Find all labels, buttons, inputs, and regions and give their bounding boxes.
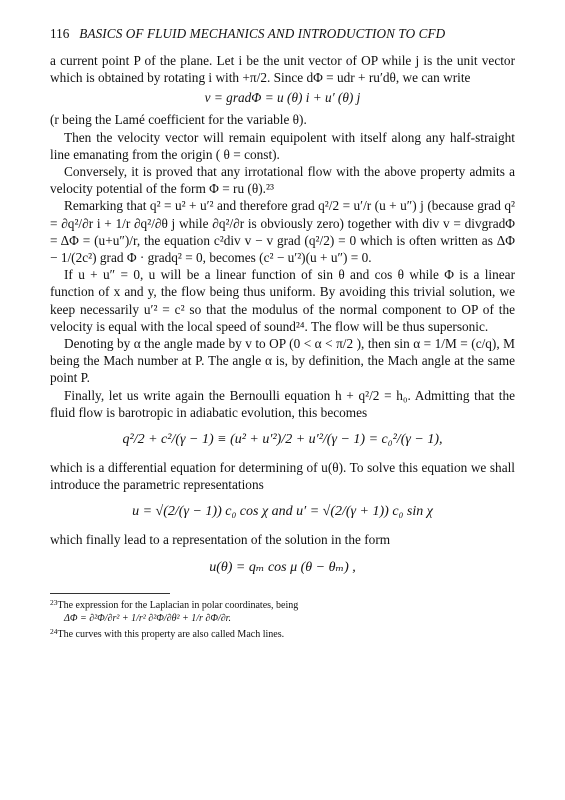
paragraph-4: Conversely, it is proved that any irrotational flow with the above property admits a velocity potential of the form Φ = ru (θ).²³ — [50, 164, 515, 197]
footnote-24 — [50, 625, 515, 641]
document-page — [50, 26, 515, 641]
paragraph-3: Then the velocity vector will remain equipolent with itself along any half-straight line emanating from the origin ( θ = const). — [50, 129, 515, 162]
paragraph-10: which finally lead to a representation of the solution in the form — [50, 532, 391, 548]
footnote-23-mark: 23 — [50, 597, 58, 607]
paragraph-5: Remarking that q² = u² + u′² and therefore grad q²/2 = u′/r (u + u″) j (because grad q² = ∂q²/∂r i + 1/r ∂q²/∂θ j while ∂q²/∂r is obviously zero) together with div v = divgradΦ = ΔΦ = (u+u″)/r, the equation c²div v − v grad (q²/2) = 0 which is often written as ΔΦ − 1/(2c²) grad Φ · gradq² = 0, becomes (c² − u′²)(u + u″) = 0. — [50, 198, 515, 266]
paragraph-6: If u + u″ = 0, u will be a linear function of sin θ and cos θ while Φ is a linear function of x and y, the flow being thus uniform. By avoiding this trivial solution, we keep necessarily u′² = c² so that the modulus of the normal component to OP of the velocity is equal with the local speed of sound²⁴. The flow will be thus supersonic. — [50, 267, 515, 334]
page-header — [50, 26, 515, 42]
running-title: BASICS OF FLUID MECHANICS AND INTRODUCTION TO CFD — [79, 26, 446, 41]
page-number: 116 — [50, 26, 70, 41]
paragraph-1: a current point P of the plane. Let i be the unit vector of OP while j is the unit vector which is obtained by rotating i with +π/2. Since dΦ = udr + ru′dθ, we can write — [50, 53, 515, 86]
footnote-24-mark: 24 — [50, 626, 58, 636]
equation-velocity: v = gradΦ = u (θ) i + u′ (θ) j — [204, 90, 361, 106]
footnote-23-formula: ΔΦ = ∂²Φ/∂r² + 1/r² ∂²Φ/∂θ² + 1/r ∂Φ/∂r. — [64, 612, 231, 624]
footnote-23 — [50, 596, 515, 625]
footnote-24-text: The curves with this property are also called Mach lines. — [57, 628, 285, 640]
paragraph-9: which is a differential equation for determining of u(θ). To solve this equation we shall introduce the parametric representations — [50, 460, 515, 493]
footnote-23-text: The expression for the Laplacian in polar coordinates, being — [57, 599, 299, 611]
equation-solution: u(θ) = qₘ cos μ (θ − θₘ) , — [209, 559, 356, 575]
paragraph-8: Finally, let us write again the Bernoulli equation h + q²/2 = h₀. Admitting that the fluid flow is barotropic in adiabatic evolution, this becomes — [50, 387, 515, 420]
equation-bernoulli: q²/2 + c²/(γ − 1) ≡ (u² + u′²)/2 + u′²/(γ − 1) = c₀²/(γ − 1), — [122, 432, 443, 448]
equation-parametric: u = √(2/(γ − 1)) c₀ cos χ and u′ = √(2/(γ + 1)) c₀ sin χ — [132, 504, 433, 520]
paragraph-7: Denoting by α the angle made by v to OP (0 < α < π/2 ), then sin α = 1/M = (c/q), M being the Mach number at P. The angle α is, by definition, the Mach angle at the same point P. — [50, 336, 515, 386]
footnote-divider — [50, 593, 170, 594]
paragraph-2: (r being the Lamé coefficient for the variable θ). — [50, 112, 307, 128]
